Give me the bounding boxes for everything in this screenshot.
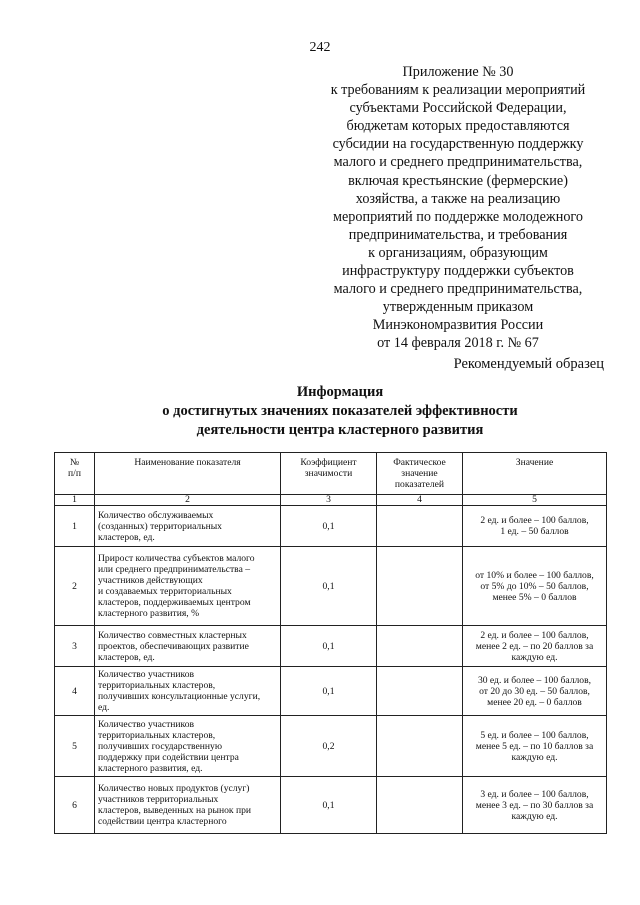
appendix-line: предпринимательства, и требования bbox=[348, 226, 568, 243]
table-row bbox=[55, 777, 607, 834]
indicators-table bbox=[54, 452, 607, 834]
appendix-line: от 14 февраля 2018 г. № 67 bbox=[377, 335, 539, 352]
appendix-line: малого и среднего предпринимательства, bbox=[333, 154, 583, 171]
actual-value bbox=[377, 547, 463, 626]
table-row bbox=[55, 547, 607, 626]
appendix-line: субъектами Российской Федерации, bbox=[349, 100, 567, 117]
row-number: 3 bbox=[55, 626, 95, 667]
table-row bbox=[55, 716, 607, 777]
actual-value bbox=[377, 626, 463, 667]
appendix-line: субсидии на государственную поддержку bbox=[332, 136, 584, 153]
appendix-line: к организациям, образующим bbox=[368, 244, 548, 261]
title-line: Информация bbox=[296, 384, 384, 400]
column-number-row bbox=[55, 495, 607, 506]
actual-value bbox=[377, 506, 463, 547]
significance-coefficient: 0,1 bbox=[281, 506, 377, 547]
header-name: Наименование показателя bbox=[95, 453, 281, 495]
indicator-name: Количество участников территориальных кластеров, получивших государственную поддержку при содействии центра кластерного развития, ед. bbox=[95, 716, 281, 777]
actual-value bbox=[377, 777, 463, 834]
indicator-name: Количество совместных кластерных проектов, обеспечивающих развитие кластеров, ед. bbox=[95, 626, 281, 667]
page-number: 242 bbox=[309, 40, 331, 55]
actual-value bbox=[377, 667, 463, 716]
row-number: 4 bbox=[55, 667, 95, 716]
column-number: 2 bbox=[95, 495, 281, 506]
appendix-line: малого и среднего предпринимательства, bbox=[333, 281, 583, 298]
scoring-value: 2 ед. и более – 100 баллов, 1 ед. – 50 баллов bbox=[463, 506, 607, 547]
header-num: № п/п bbox=[55, 453, 95, 495]
appendix-line: инфраструктуру поддержки субъектов bbox=[342, 263, 574, 280]
significance-coefficient: 0,1 bbox=[281, 667, 377, 716]
scoring-value: 2 ед. и более – 100 баллов, менее 2 ед. – по 20 баллов за каждую ед. bbox=[463, 626, 607, 667]
significance-coefficient: 0,1 bbox=[281, 626, 377, 667]
actual-value bbox=[377, 716, 463, 777]
column-number: 3 bbox=[281, 495, 377, 506]
document-title bbox=[0, 383, 640, 440]
scoring-value: 30 ед. и более – 100 баллов, от 20 до 30 ед. – 50 баллов, менее 20 ед. – 0 баллов bbox=[463, 667, 607, 716]
table-header-row bbox=[55, 453, 607, 495]
appendix-line: Минэкономразвития России bbox=[372, 317, 544, 334]
appendix-line: бюджетам которых предоставляются bbox=[346, 118, 570, 135]
table-row bbox=[55, 626, 607, 667]
appendix-line: мероприятий по поддержке молодежного bbox=[333, 208, 583, 225]
appendix-line: хозяйства, а также на реализацию bbox=[355, 190, 561, 207]
row-number: 2 bbox=[55, 547, 95, 626]
title-line: деятельности центра кластерного развития bbox=[196, 422, 484, 438]
indicator-name: Количество обслуживаемых (созданных) территориальных кластеров, ед. bbox=[95, 506, 281, 547]
header-coefficient: Коэффициент значимости bbox=[281, 453, 377, 495]
column-number: 1 bbox=[55, 495, 95, 506]
row-number: 5 bbox=[55, 716, 95, 777]
column-number: 5 bbox=[463, 495, 607, 506]
table-row bbox=[55, 506, 607, 547]
significance-coefficient: 0,1 bbox=[281, 547, 377, 626]
indicator-name: Количество новых продуктов (услуг) участников территориальных кластеров, выведенных на рынок при содействии центра кластерного bbox=[95, 777, 281, 834]
row-number: 6 bbox=[55, 777, 95, 834]
row-number: 1 bbox=[55, 506, 95, 547]
appendix-line: Приложение № 30 bbox=[402, 64, 514, 80]
appendix-heading bbox=[320, 63, 596, 353]
indicator-name: Прирост количества субъектов малого или среднего предпринимательства – участников действующих и создаваемых территориальных кластеров, поддерживаемых центром кластерного развития, % bbox=[95, 547, 281, 626]
header-actual-value: Фактическое значение показателей bbox=[377, 453, 463, 495]
appendix-line: утвержденным приказом bbox=[382, 299, 534, 316]
significance-coefficient: 0,1 bbox=[281, 777, 377, 834]
table-row bbox=[55, 667, 607, 716]
significance-coefficient: 0,2 bbox=[281, 716, 377, 777]
appendix-line: к требованиям к реализации мероприятий bbox=[330, 82, 586, 99]
indicator-name: Количество участников территориальных кластеров, получивших консультационные услуги, ед. bbox=[95, 667, 281, 716]
sample-note: Рекомендуемый образец bbox=[453, 356, 604, 372]
scoring-value: 3 ед. и более – 100 баллов, менее 3 ед. – по 30 баллов за каждую ед. bbox=[463, 777, 607, 834]
scoring-value: от 10% и более – 100 баллов, от 5% до 10% – 50 баллов, менее 5% – 0 баллов bbox=[463, 547, 607, 626]
column-number: 4 bbox=[377, 495, 463, 506]
appendix-line: включая крестьянские (фермерские) bbox=[348, 172, 568, 189]
scoring-value: 5 ед. и более – 100 баллов, менее 5 ед. – по 10 баллов за каждую ед. bbox=[463, 716, 607, 777]
title-line: о достигнутых значениях показателей эффективности bbox=[162, 403, 518, 419]
header-value: Значение bbox=[463, 453, 607, 495]
